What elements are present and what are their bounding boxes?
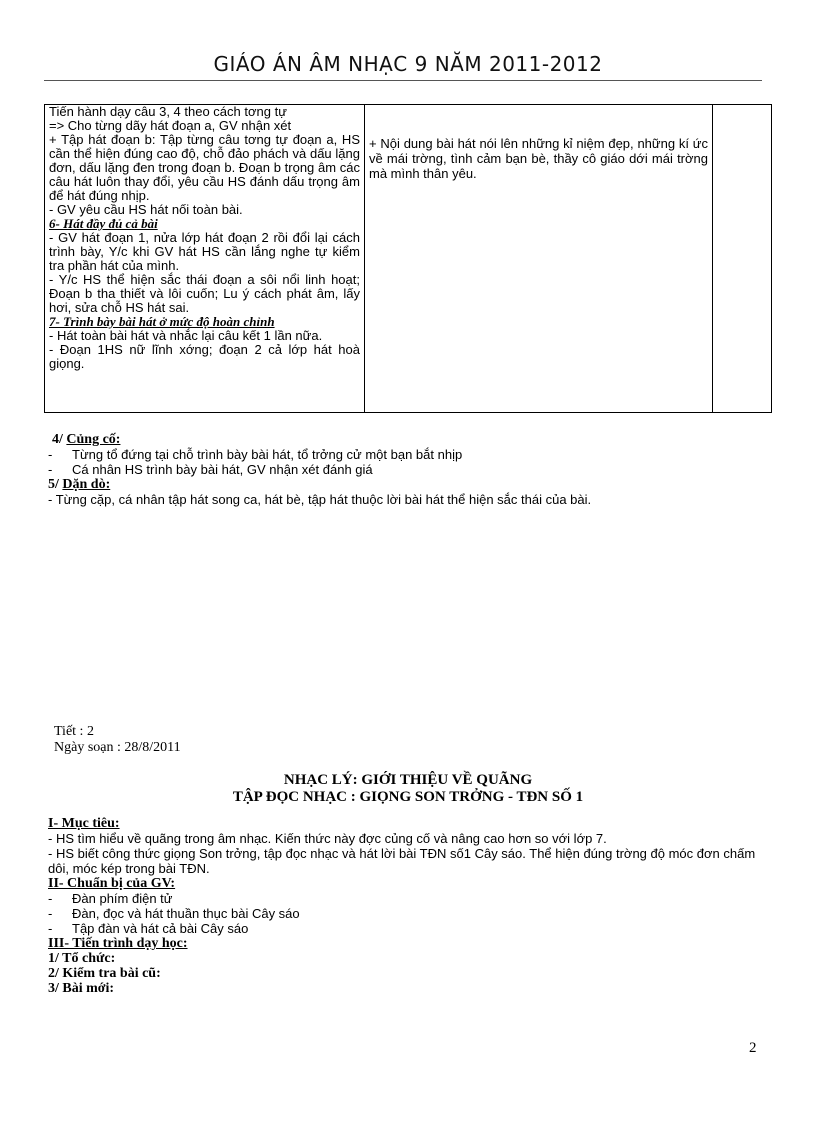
consolidation-heading-label: Củng cố: <box>66 432 121 447</box>
homework-heading <box>48 477 591 492</box>
preparation-heading: II- Chuẩn bị của GV: <box>48 876 176 891</box>
step-6-line-1: - GV hát đoạn 1, nửa lớp hát đoạn 2 rồi đổi lại cách trình bày, Y/c khi GV hát HS cần lắng nghe tự kiểm tra phần hát của mình. <box>49 230 360 273</box>
objective-line: - HS biết công thức giọng Son trởng, tập đọc nhạc và hát lời bài TĐN số1 Cây sáo. Thể hiện đúng trờng độ móc đơn chấm dôi, móc kép trong bài TĐN. <box>48 846 756 876</box>
list-item: - Tập đàn và hát cả bài Cây sáo <box>48 921 249 936</box>
consolidation-heading-num: 4/ <box>52 432 63 447</box>
header-rule <box>44 80 762 81</box>
homework-text: - Từng cặp, cá nhân tập hát song ca, hát bè, tập hát thuộc lời bài hát thể hiện sắc thái của bài. <box>48 492 592 507</box>
content-cell: + Nội dung bài hát nói lên những kỉ niệm đẹp, những kí ức về mái trờng, tình cảm bạn bè, thầy cô giáo dới mái trờng mà mình thân yêu. <box>365 105 713 413</box>
prep-date: Ngày soạn : 28/8/2011 <box>54 740 181 755</box>
line-4: - GV yêu cầu HS hát nối toàn bài. <box>49 202 243 217</box>
notes-cell <box>713 105 772 413</box>
lesson-meta <box>54 724 181 756</box>
lesson-title-1: NHẠC LÝ: GIỚI THIỆU VỀ QUÃNG <box>283 772 533 788</box>
process-heading: III- Tiến trình dạy học: <box>48 936 188 951</box>
objective-line: - HS tìm hiểu về quãng trong âm nhạc. Kiến thức này đợc củng cố và nâng cao hơn so với lớp 7. <box>48 831 607 846</box>
page-number: 2 <box>749 1040 757 1056</box>
process-step: 1/ Tổ chức: <box>48 951 116 966</box>
consolidation-heading <box>52 432 591 447</box>
objectives-section <box>48 816 768 996</box>
line-1: Tiến hành dạy câu 3, 4 theo cách tơng tự <box>49 104 287 119</box>
page-header-title: GIÁO ÁN ÂM NHẠC 9 NĂM 2011-2012 <box>213 52 603 76</box>
homework-heading-label: Dặn dò: <box>62 477 111 492</box>
activity-cell <box>45 105 365 413</box>
line-2: => Cho từng dãy hát đoạn a, GV nhận xét <box>49 118 292 133</box>
list-item: - Cá nhân HS trình bày bài hát, GV nhận xét đánh giá <box>48 462 373 477</box>
consolidation-section <box>48 432 591 507</box>
process-step: 3/ Bài mới: <box>48 981 115 996</box>
homework-heading-num: 5/ <box>48 477 59 492</box>
step-7-line-1: - Hát toàn bài hát và nhắc lại câu kết 1 lần nữa. <box>49 328 323 343</box>
step-7-line-2: - Đoạn 1HS nữ lĩnh xớng; đoạn 2 cả lớp hát hoà giọng. <box>49 342 360 371</box>
list-item: - Từng tổ đứng tại chỗ trình bày bài hát, tổ trởng cử một bạn bắt nhịp <box>48 447 463 462</box>
list-item: - Đàn, đọc và hát thuần thục bài Cây sáo <box>48 906 300 921</box>
lesson-title-2: TẬP ĐỌC NHẠC : GIỌNG SON TRỞNG - TĐN SỐ 1 <box>232 789 584 805</box>
period-label: Tiết : 2 <box>54 724 94 739</box>
lesson-table <box>44 104 772 413</box>
process-step: 2/ Kiểm tra bài cũ: <box>48 966 161 981</box>
step-6-heading: 6- Hát đầy đủ cả bài <box>49 216 158 231</box>
objectives-heading: I- Mục tiêu: <box>48 816 120 831</box>
list-item: - Đàn phím điện tử <box>48 891 173 906</box>
step-6-line-2: - Y/c HS thể hiện sắc thái đoạn a sôi nổi linh hoạt; Đoạn b tha thiết và lôi cuốn; Lu ý cách phát âm, lấy hơi, sửa chỗ HS hát sai. <box>49 272 360 315</box>
line-3: + Tập hát đoạn b: Tập từng câu tơng tự đoạn a, HS cần thể hiện đúng cao độ, chỗ đảo phách và dấu lặng đơn, dấu lặng đen trong đoạn b. Đoạn b trọng âm các câu hát luôn thay đổi, yêu cầu HS đánh dấu trọng âm để hát đúng nhịp. <box>49 132 360 203</box>
step-7-heading: 7- Trình bày bài hát ở mức độ hoàn chỉnh <box>49 314 275 329</box>
